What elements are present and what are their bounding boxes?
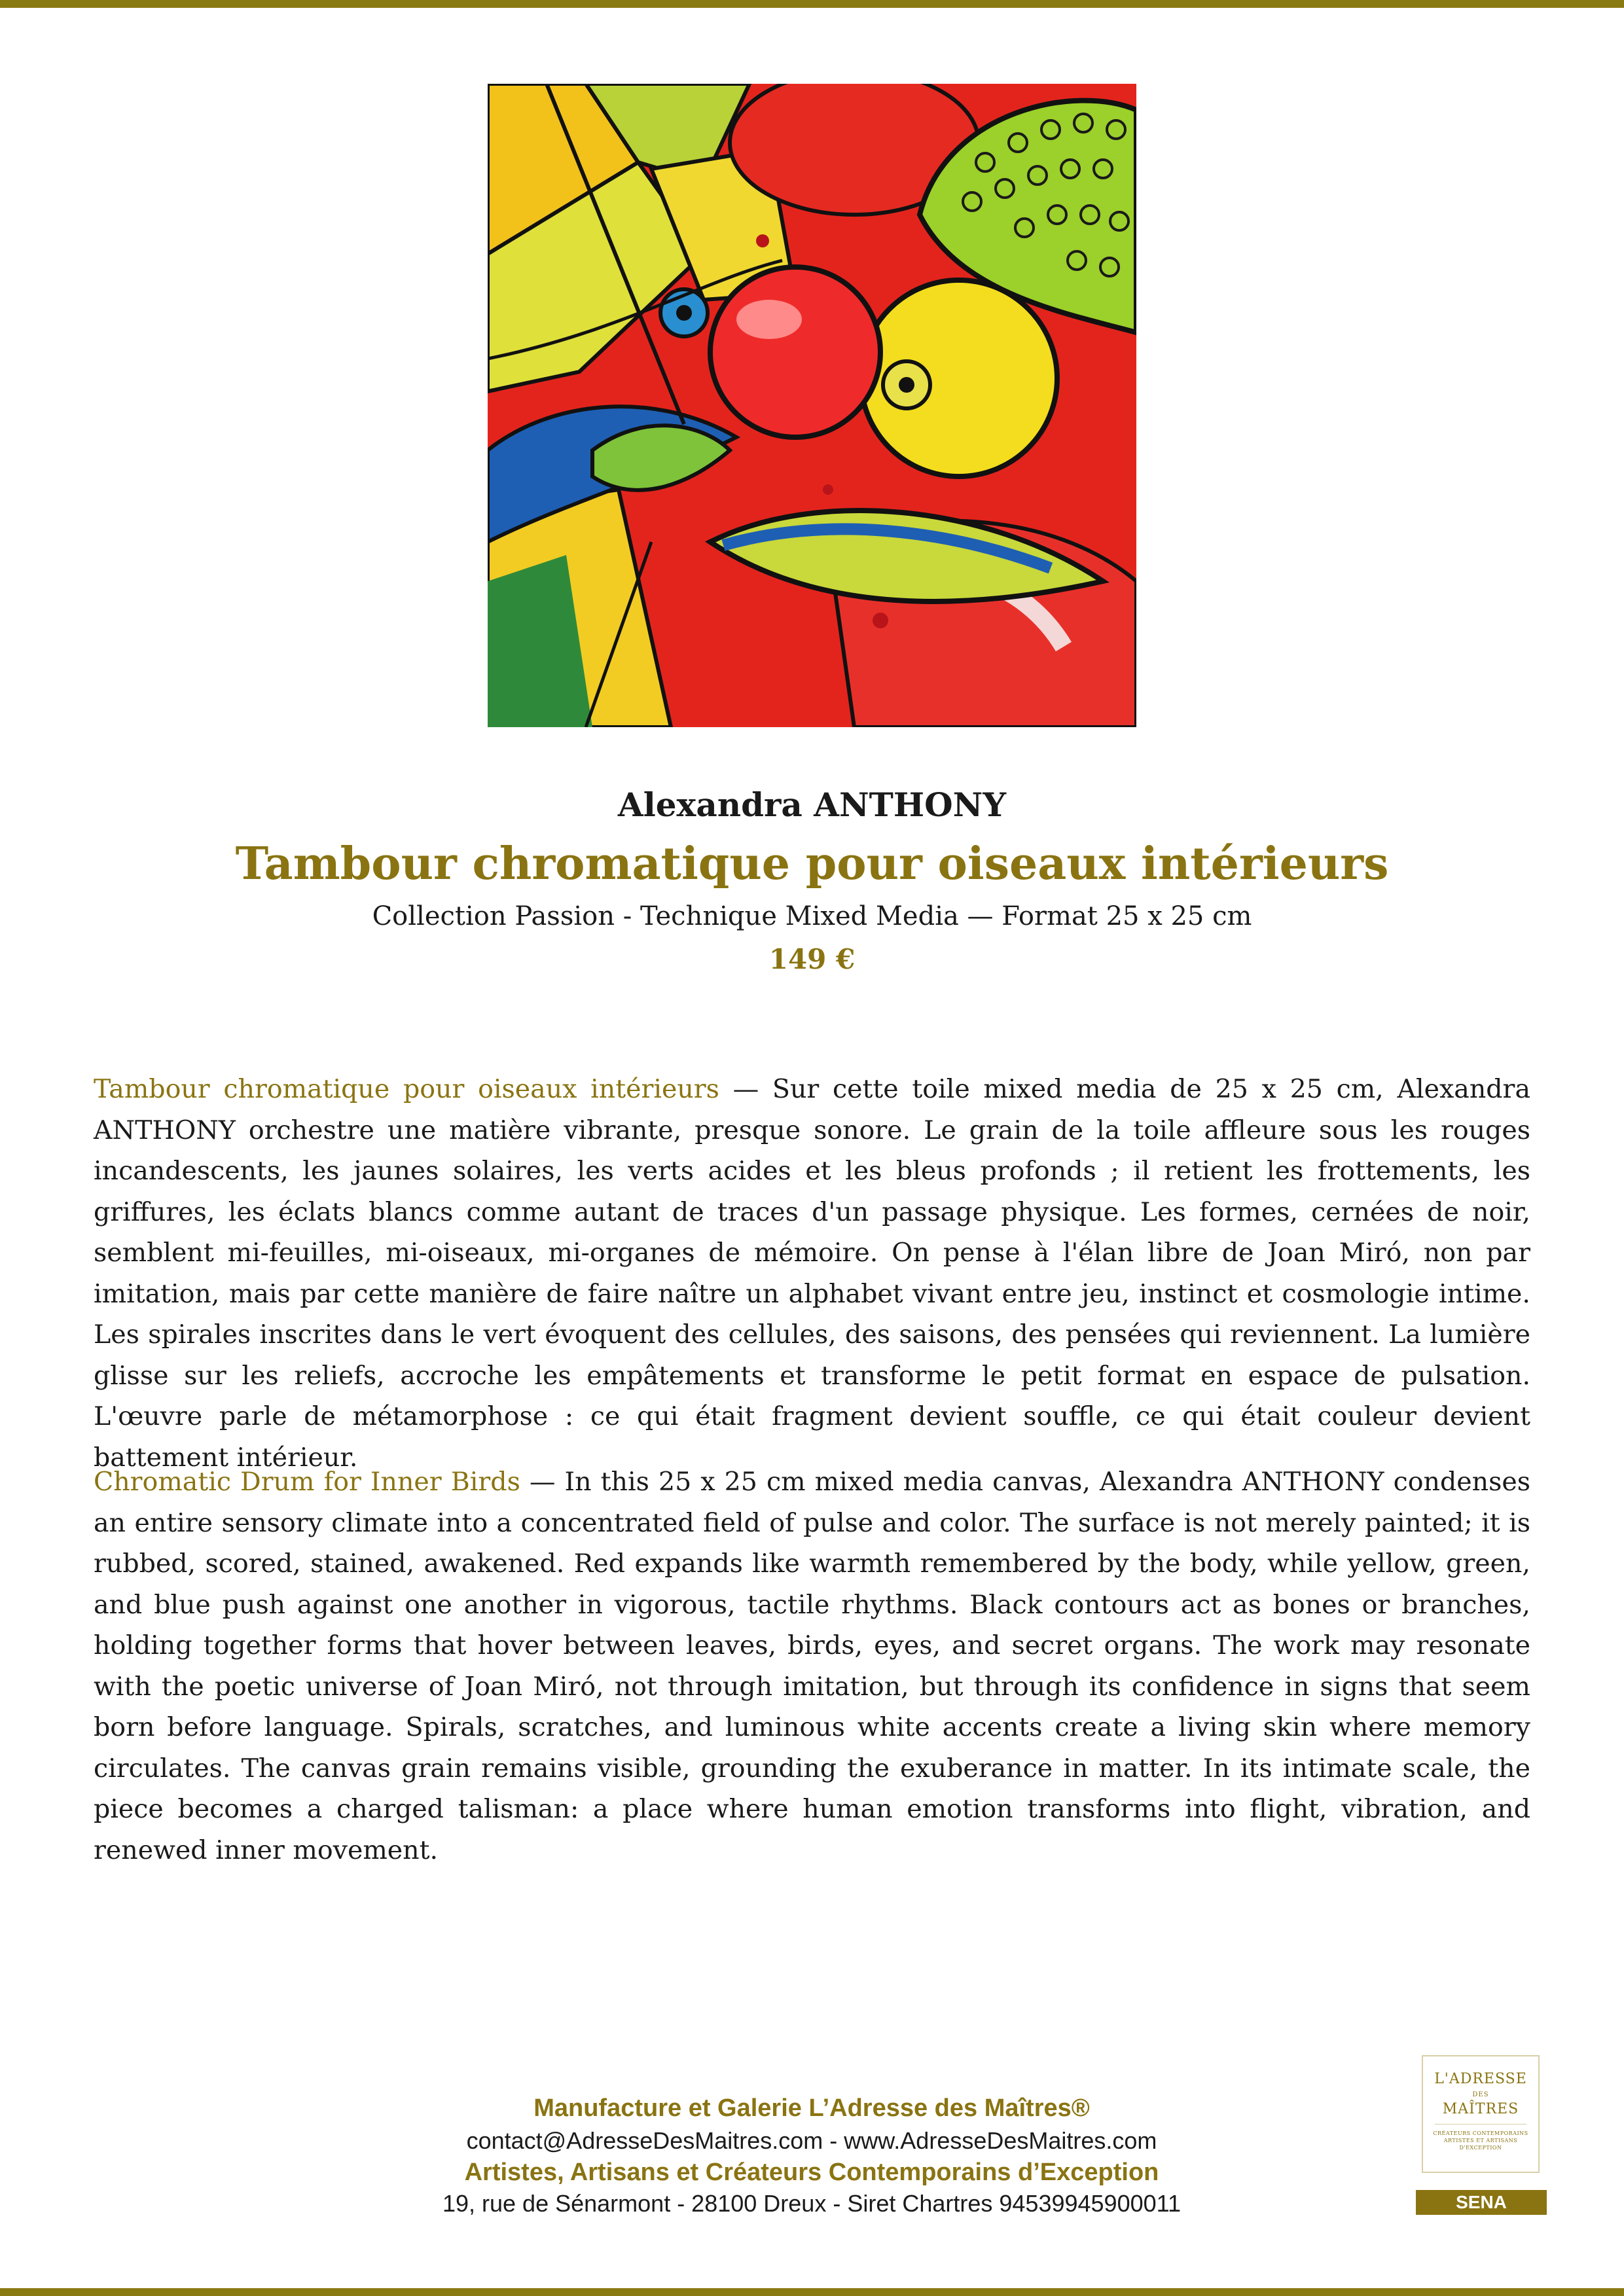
artwork-image [488,84,1136,727]
description-english-lead: Chromatic Drum for Inner Birds [94,1467,520,1497]
top-border [0,0,1624,8]
logo-divider [1435,2124,1526,2125]
sena-badge: SENA [1416,2190,1547,2215]
description-french-lead: Tambour chromatique pour oiseaux intérieurs [94,1074,719,1104]
gallery-logo [1422,2055,1540,2173]
description-french-text: — Sur cette toile mixed media de 25 x 25 cm, Alexandra ANTHONY orchestre une matière vibrante, presque sonore. Le grain de la toile affleure sous les rouges incandescents, les jaunes solaires, les verts acides et les bleus profonds ; il retient les frottements, les griffures, les éclats blancs comme autant de traces d'un passage physique. Les formes, cernées de noir, semblent mi-feuilles, mi-oiseaux, mi-organes de mémoire. On pense à l'élan libre de Joan Miró, non par imitation, mais par cette manière de faire naître un alphabet vivant entre jeu, instinct et cosmologie intime. Les spirales inscrites dans le vert évoquent des cellules, des saisons, des pensées qui reviennent. La lumière glisse sur les reliefs, accroche les empâtements et transforme le petit format en espace de pulsation. L'œuvre parle de métamorphose : ce qui était fragment devient souffle, ce qui était couleur devient battement intérieur. [94,1074,1530,1473]
description-english-text: — In this 25 x 25 cm mixed media canvas, Alexandra ANTHONY condenses an entire sensory climate into a concentrated field of pulse and color. The surface is not merely painted; it is rubbed, scored, stained, awakened. Red expands like warmth remembered by the body, while yellow, green, and blue push against one another in vigorous, tactile rhythms. Black contours act as bones or branches, holding together forms that hover between leaves, birds, eyes, and secret organs. The work may resonate with the poetic universe of Joan Miró, not through imitation, but through its confidence in signs that seem born before language. Spirals, scratches, and luminous white accents create a living skin where memory circulates. The canvas grain remains visible, grounding the exuberance in matter. In its intimate scale, the piece becomes a charged talisman: a place where human emotion transforms into flight, vibration, and renewed inner movement. [94,1467,1530,1865]
footer-gallery-name: Manufacture et Galerie L’Adresse des Maîtres® [533,2094,1090,2122]
description-english [94,1462,1530,1871]
description-french [94,1069,1530,1478]
logo-line-1: L'ADRESSE [1434,2071,1527,2087]
footer-contact: contact@AdresseDesMaitres.com - www.AdresseDesMaitres.com [466,2127,1157,2154]
artwork-title: Tambour chromatique pour oiseaux intérieurs [235,838,1389,890]
footer-tagline: Artistes, Artisans et Créateurs Contemporains d’Exception [464,2159,1159,2186]
artwork-meta: Collection Passion - Technique Mixed Media — Format 25 x 25 cm [372,901,1252,931]
logo-line-2: DES [1472,2091,1489,2098]
footer-address: 19, rue de Sénarmont - 28100 Dreux - Siret Chartres 94539945900011 [442,2190,1182,2217]
abstract-painting-image [488,84,1136,727]
logo-tagline: CRÉATEURS CONTEMPORAINS ARTISTES ET ARTISANS D'EXCEPTION [1433,2130,1528,2151]
artwork-price: 149 € [768,943,856,975]
artist-name: Alexandra ANTHONY [617,785,1007,824]
logo-line-3: MAÎTRES [1442,2101,1519,2117]
bottom-border [0,2288,1624,2296]
